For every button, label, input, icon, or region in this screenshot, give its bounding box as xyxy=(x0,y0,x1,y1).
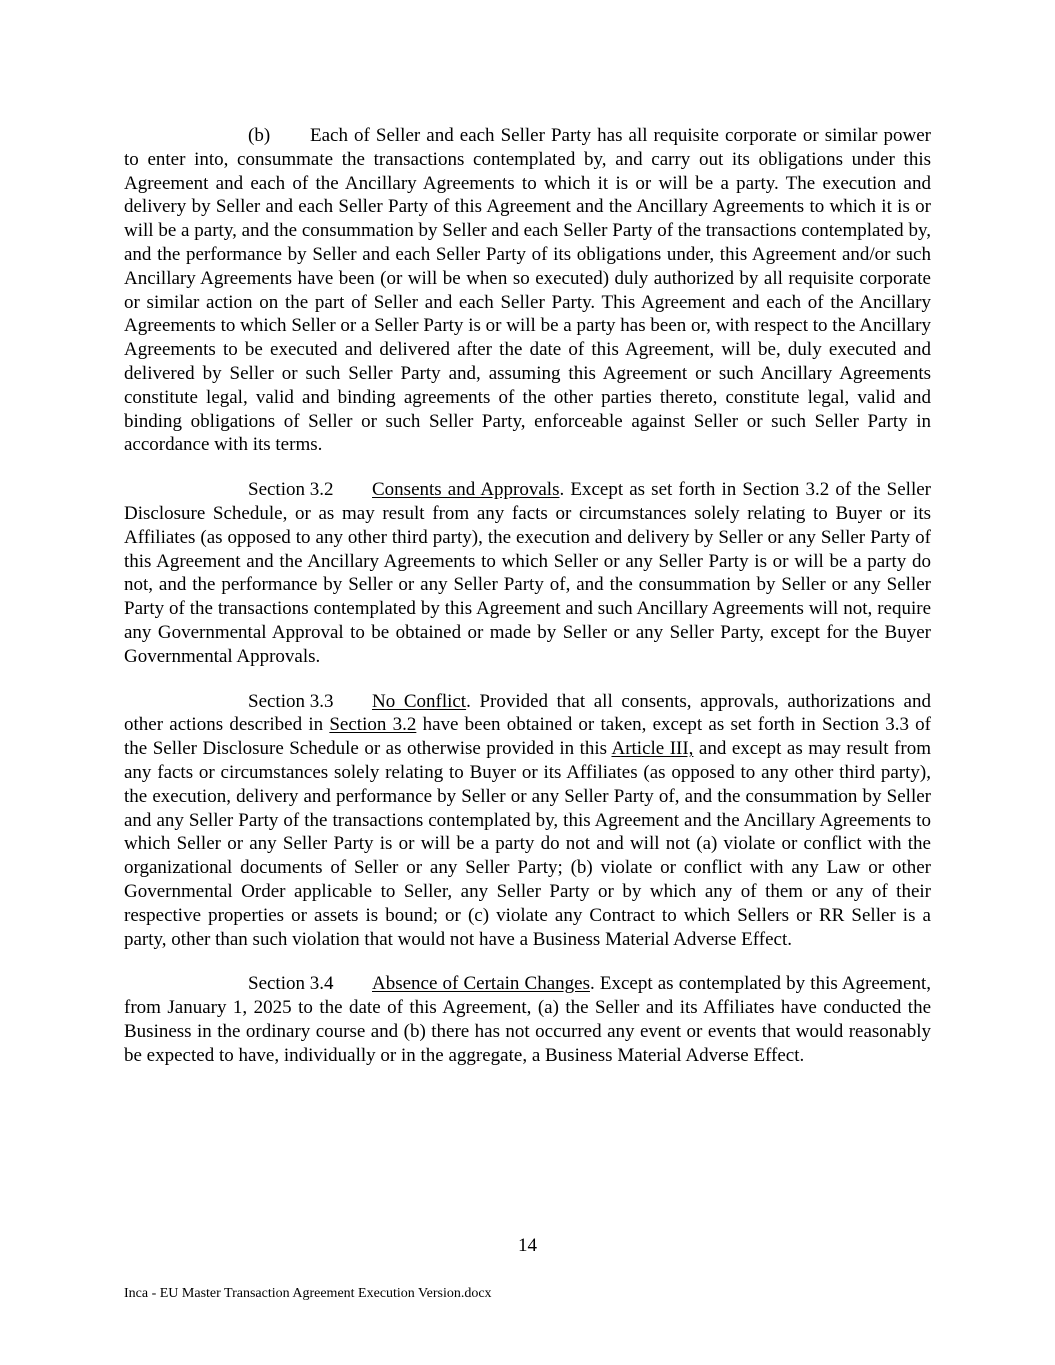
section-text: and except as may result from any facts or circumstances solely relating to Buyer or its Affiliates (as opposed to any other third party), the execution, delivery and performance by Seller or any Seller Party of, and the consummation by Seller and any Seller Party of the transactions contemplated by, this Agreement and the Ancillary Agreements to which Seller or any Seller Party is or will be a party do not and will not (a) violate or conflict with the organizational documents of Seller or any Seller Party; (b) violate or conflict with any Law or other Governmental Order applicable to Seller, any Seller Party or by which any of them or any of their respective properties or assets is bound; or (c) violate any Contract to which Sellers or RR Seller is a party, other than such violation that would not have a Business Material Adverse Effect. xyxy=(124,738,932,950)
page-number: 14 xyxy=(518,1235,537,1256)
section-3-2 xyxy=(124,478,931,668)
document-footer: Inca - EU Master Transaction Agreement Execution Version.docx xyxy=(124,1286,492,1301)
section-heading: Absence of Certain Changes xyxy=(372,973,590,995)
section-number: Section 3.2 xyxy=(248,479,334,501)
section-number: Section 3.3 xyxy=(248,690,334,712)
section-3-4 xyxy=(124,972,931,1067)
section-text: . Except as contemplated by this Agreement, from January 1, 2025 to the date of this Agreement, (a) the Seller and its Affiliates have conducted the Business in the ordinary course and (b) there has not occurred any event or events that would reasonably be expected to have, individually or in the aggregate, a Business Material Adverse Effect. xyxy=(124,973,931,1066)
document-body xyxy=(124,124,931,1067)
paragraph-text: Each of Seller and each Seller Party has all requisite corporate or similar power to enter into, consummate the transactions contemplated by, and carry out its obligations under this Agreement and each of the Ancillary Agreements to which it is or will be a party. The execution and delivery by Seller and each Seller Party of this Agreement and the Ancillary Agreements to which it is or will be a party, and the consummation by Seller and each Seller Party of the transactions contemplated by, and the performance by Seller and each Seller Party of its obligations under, this Agreement and/or such Ancillary Agreements have been (or will be when so executed) duly authorized by all requisite corporate or similar action on the part of Seller and each Seller Party. This Agreement and each of the Ancillary Agreements to which Seller or a Seller Party is or will be a party has been or, with respect to the Ancillary Agreements to be executed and delivered after the date of this Agreement, will be, duly executed and delivered by Seller or such Seller Party and, assuming this Agreement or such Ancillary Agreements constitute legal, valid and binding agreements of the other parties thereto, constitute legal, valid and binding obligations of Seller or such Seller Party, enforceable against Seller or such Seller Party in accordance with its terms. xyxy=(124,125,931,456)
cross-reference-section: Section 3.2 xyxy=(329,714,417,736)
paragraph-label: (b) xyxy=(248,125,271,146)
section-heading: No Conflict xyxy=(372,690,467,712)
section-text: . Provided that all consents, approvals, authorizations and other actions described in xyxy=(124,690,931,736)
section-heading: Consents and Approvals xyxy=(372,479,560,501)
section-number: Section 3.4 xyxy=(248,973,334,995)
paragraph-b xyxy=(124,124,931,457)
section-3-3 xyxy=(124,690,931,952)
cross-reference-article: Article III, xyxy=(611,738,694,760)
section-text: . Except as set forth in Section 3.2 of the Seller Disclosure Schedule, or as may result from any facts or circumstances solely relating to Buyer or its Affiliates (as opposed to any other third party), the execution and delivery by Seller or any Seller Party of this Agreement and the Ancillary Agreements to which Seller or any Seller Party is or will be a party do not, and the performance by Seller or any Seller Party of, and the consummation by Seller or any Seller Party of the transactions contemplated by this Agreement and such Ancillary Agreements will not, require any Governmental Approval to be obtained or made by Seller or any Seller Party, except for the Buyer Governmental Approvals. xyxy=(124,479,931,667)
section-text: have been obtained or taken, except as set forth in Section 3.3 of the Seller Disclosure Schedule or as otherwise provided in this xyxy=(124,714,932,760)
